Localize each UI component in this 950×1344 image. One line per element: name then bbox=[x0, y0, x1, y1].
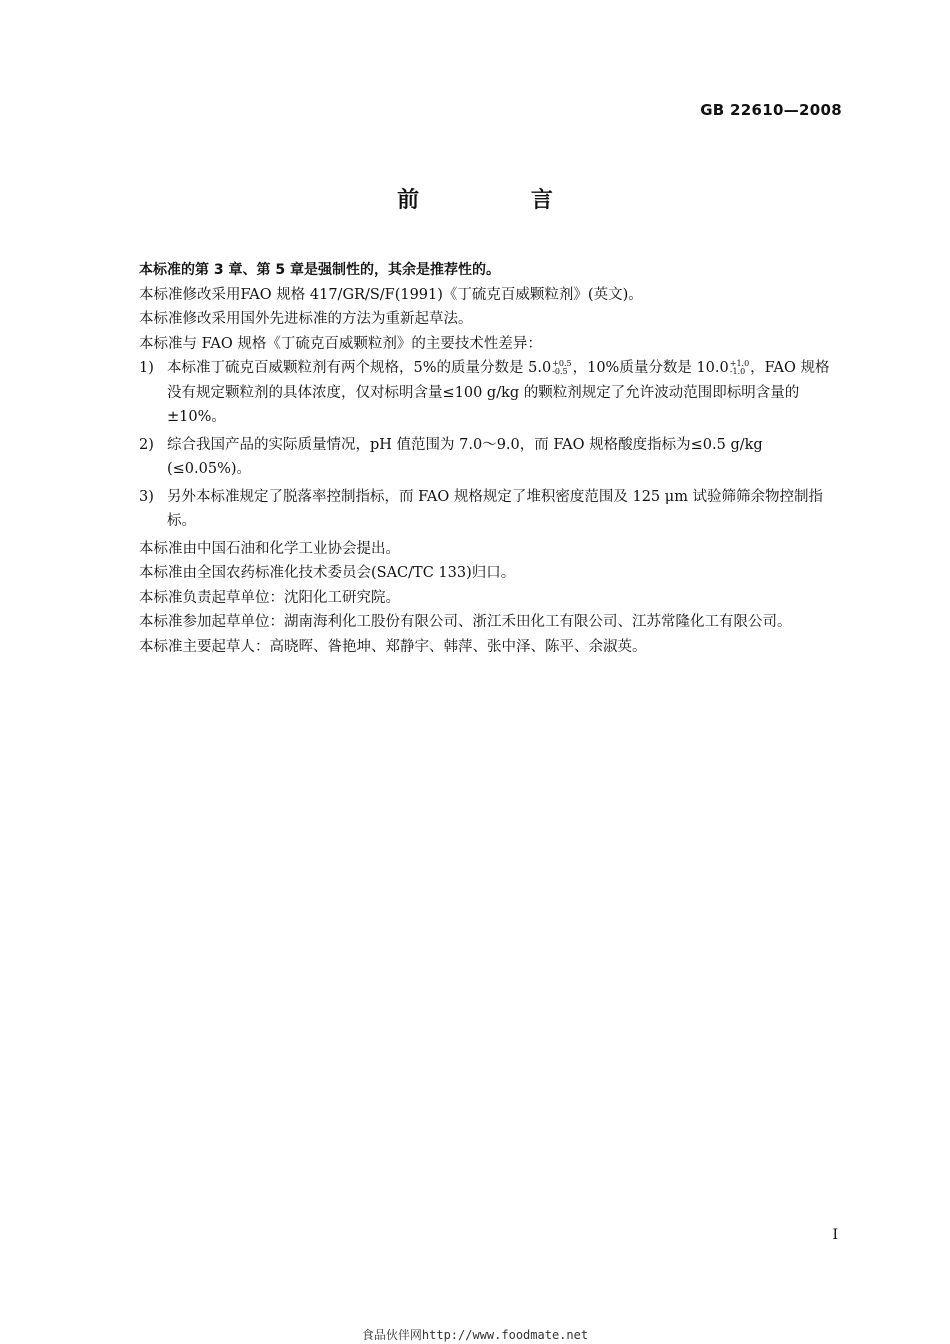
foreword-body bbox=[108, 258, 842, 659]
paragraph-proposer: 本标准由中国石油和化学工业协会提出。 bbox=[139, 540, 400, 557]
tolerance-10-percent: +1.0 -1.0 bbox=[729, 359, 750, 376]
paragraph-committee: 本标准由全国农药标准化技术委员会(SAC/TC 133)归口。 bbox=[139, 565, 516, 581]
paragraph-mandatory-note: 本标准的第 3 章、第 5 章是强制性的，其余是推荐性的。 bbox=[139, 262, 500, 278]
paragraph-drafters: 本标准主要起草人：高晓晖、昝艳坤、郑静宇、韩萍、张中泽、陈平、余淑英。 bbox=[139, 638, 647, 655]
tolerance-5-percent: +0.5 -0.5 bbox=[552, 359, 572, 376]
list-item-number: 1) bbox=[139, 360, 154, 376]
footer-watermark: 食品伙伴网http://www.foodmate.net bbox=[361, 1328, 589, 1342]
list-item-number: 3) bbox=[139, 488, 154, 505]
list-item-number: 2) bbox=[139, 436, 154, 453]
page-title: 前 言 bbox=[397, 188, 605, 213]
paragraph-adoption: 本标准修改采用FAO 规格 417/GR/S/F(1991)《丁硫克百威颗粒剂》(英文)。 bbox=[139, 286, 643, 303]
page-number: I bbox=[832, 1227, 838, 1243]
list-item-text: 综合我国产品的实际质量情况，pH 值范围为 7.0～9.0，而 FAO 规格酸度指标为≤0.5 g/kg (≤0.05%)。 bbox=[167, 436, 763, 477]
list-item bbox=[108, 433, 842, 482]
paragraph-participating-units: 本标准参加起草单位：湖南海利化工股份有限公司、浙江禾田化工有限公司、江苏常隆化工有限公司。 bbox=[139, 614, 792, 630]
standard-code: GB 22610—2008 bbox=[700, 101, 842, 119]
list-item-text: 本标准丁硫克百威颗粒剂有两个规格，5%的质量分数是 5.0 bbox=[167, 360, 552, 376]
list-item-text: ，10%质量分数是 10.0 bbox=[572, 360, 729, 376]
list-item bbox=[108, 485, 842, 534]
paragraph-differences-intro: 本标准与 FAO 规格《丁硫克百威颗粒剂》的主要技术性差异： bbox=[139, 335, 542, 352]
paragraph-drafting-unit: 本标准负责起草单位：沈阳化工研究院。 bbox=[139, 589, 400, 606]
list-item-text: 另外本标准规定了脱落率控制指标，而 FAO 规格规定了堆积密度范围及 125 μm 试验筛筛余物控制指标。 bbox=[167, 488, 824, 529]
paragraph-method: 本标准修改采用国外先进标准的方法为重新起草法。 bbox=[139, 311, 473, 327]
list-item-text: ，FAO 规格没有规定颗粒剂的具体浓度，仅对标明含量≤100 g/kg 的颗粒剂规定了允许波动范围即标明含量的±10%。 bbox=[167, 360, 830, 425]
list-item bbox=[108, 356, 842, 430]
